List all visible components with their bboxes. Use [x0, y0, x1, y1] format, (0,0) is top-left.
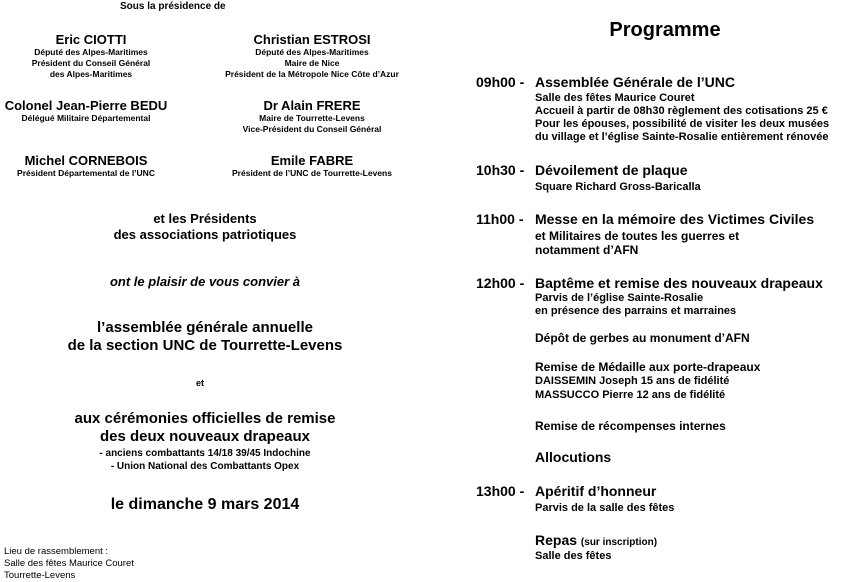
person-role: Député des Alpes-Maritimes [34, 47, 148, 57]
invite-text: ont le plaisir de vous convier à [109, 274, 300, 289]
item-detail: Pour les épouses, possibilité de visiter les deux musées [535, 118, 830, 130]
ceremony-detail: - anciens combattants 14/18 39/45 Indochine [99, 448, 311, 459]
repas-text [535, 532, 657, 551]
person-fabre [212, 153, 412, 179]
repas-note: (sur inscription) [580, 537, 658, 548]
meeting-place-line: Tourrette-Levens [4, 570, 76, 581]
person-ciotti [0, 32, 182, 80]
item-heading: Baptême et remise des nouveaux drapeaux [535, 275, 823, 291]
person-role: Maire de Tourrette-Levens [259, 113, 365, 123]
person-role: Vice-Président du Conseil Général [242, 124, 382, 134]
presidence-label: Sous la présidence de [120, 1, 226, 12]
time-1300: 13h00 - [476, 483, 525, 499]
item-detail: Parvis de l’église Sainte-Rosalie [535, 292, 704, 304]
presidents-line: des associations patriotiques [113, 227, 297, 242]
person-role: Délégué Militaire Départemental [21, 113, 151, 123]
person-role: des Alpes-Maritimes [49, 69, 133, 79]
person-role: Président du Conseil Général [31, 58, 151, 68]
time-0900: 09h00 - [476, 74, 525, 90]
time-1030: 10h30 - [476, 162, 525, 178]
medaille-text: Remise de Médaille aux porte-drapeaux [535, 360, 761, 374]
item-detail: Salle des fêtes Maurice Couret [535, 92, 695, 104]
item-detail: notamment d’AFN [535, 243, 639, 257]
person-name: Michel CORNEBOIS [24, 153, 148, 168]
allocutions-text: Allocutions [535, 449, 612, 465]
item-heading: Messe en la mémoire des Victimes Civiles [535, 211, 815, 227]
euro-symbol: € [821, 105, 828, 117]
person-name: Christian ESTROSI [253, 32, 371, 47]
item-detail: Parvis de la salle des fêtes [535, 502, 675, 514]
item-heading: Apéritif d’honneur [535, 483, 657, 499]
item-detail [535, 105, 828, 118]
person-role: Président Départemental de l’UNC [17, 168, 155, 178]
medaille-detail: MASSUCCO Pierre 12 ans de fidélité [535, 389, 726, 401]
item-heading: Dévoilement de plaque [535, 162, 688, 178]
person-bedu [0, 98, 172, 124]
person-name: Dr Alain FRERE [263, 98, 361, 113]
presidents-line: et les Présidents [153, 211, 257, 226]
time-1200: 12h00 - [476, 275, 525, 291]
item-detail: du village et l’église Sainte-Rosalie entièrement rénovée [535, 131, 829, 143]
ceremony-details [40, 447, 370, 473]
meeting-place-line: Lieu de rassemblement : [4, 546, 109, 557]
et-text: et [195, 378, 204, 388]
person-name: Eric CIOTTI [55, 32, 127, 47]
person-name: Colonel Jean-Pierre BEDU [4, 98, 168, 113]
event-date: le dimanche 9 mars 2014 [110, 496, 300, 513]
medaille-detail: DAISSEMIN Joseph 15 ans de fidélité [535, 375, 730, 387]
item-detail-text: Accueil à partir de 08h30 règlement des cotisations 25 [535, 105, 819, 117]
recompenses-text: Remise de récompenses internes [535, 419, 726, 433]
person-name: Emile FABRE [270, 153, 354, 168]
person-frere [212, 98, 412, 135]
item-heading: Assemblée Générale de l’UNC [535, 74, 735, 90]
programme-title: Programme [609, 19, 721, 41]
assembly-line: de la section UNC de Tourrette-Levens [67, 337, 343, 354]
item-detail: en présence des parrains et marraines [535, 305, 737, 317]
meeting-place [4, 546, 134, 582]
time-1100: 11h00 - [476, 211, 524, 227]
person-estrosi [212, 32, 412, 80]
person-role: Député des Alpes-Maritimes [255, 47, 369, 57]
person-role: Président de la Métropole Nice Côte d’Azur [225, 69, 399, 79]
assembly-text [40, 319, 370, 355]
ceremony-line: des deux nouveaux drapeaux [99, 428, 311, 445]
person-role: Président de l’UNC de Tourrette-Levens [232, 168, 392, 178]
meeting-place-line: Salle des fêtes Maurice Couret [4, 558, 134, 569]
ceremony-text [40, 410, 370, 446]
gerbes-text: Dépôt de gerbes au monument d’AFN [535, 331, 750, 345]
repas-label: Repas [535, 532, 578, 548]
item-detail: et Militaires de toutes les guerres et [535, 229, 740, 243]
assembly-line: l’assemblée générale annuelle [97, 319, 313, 336]
ceremony-line: aux cérémonies officielles de remise [74, 410, 336, 427]
ceremony-detail: - Union National des Combattants Opex [110, 461, 300, 472]
item-detail: Square Richard Gross-Baricalla [535, 181, 701, 193]
presidents-text [80, 211, 330, 243]
person-cornebois [0, 153, 172, 179]
repas-place: Salle des fêtes [535, 550, 612, 562]
person-role: Maire de Nice [284, 58, 340, 68]
